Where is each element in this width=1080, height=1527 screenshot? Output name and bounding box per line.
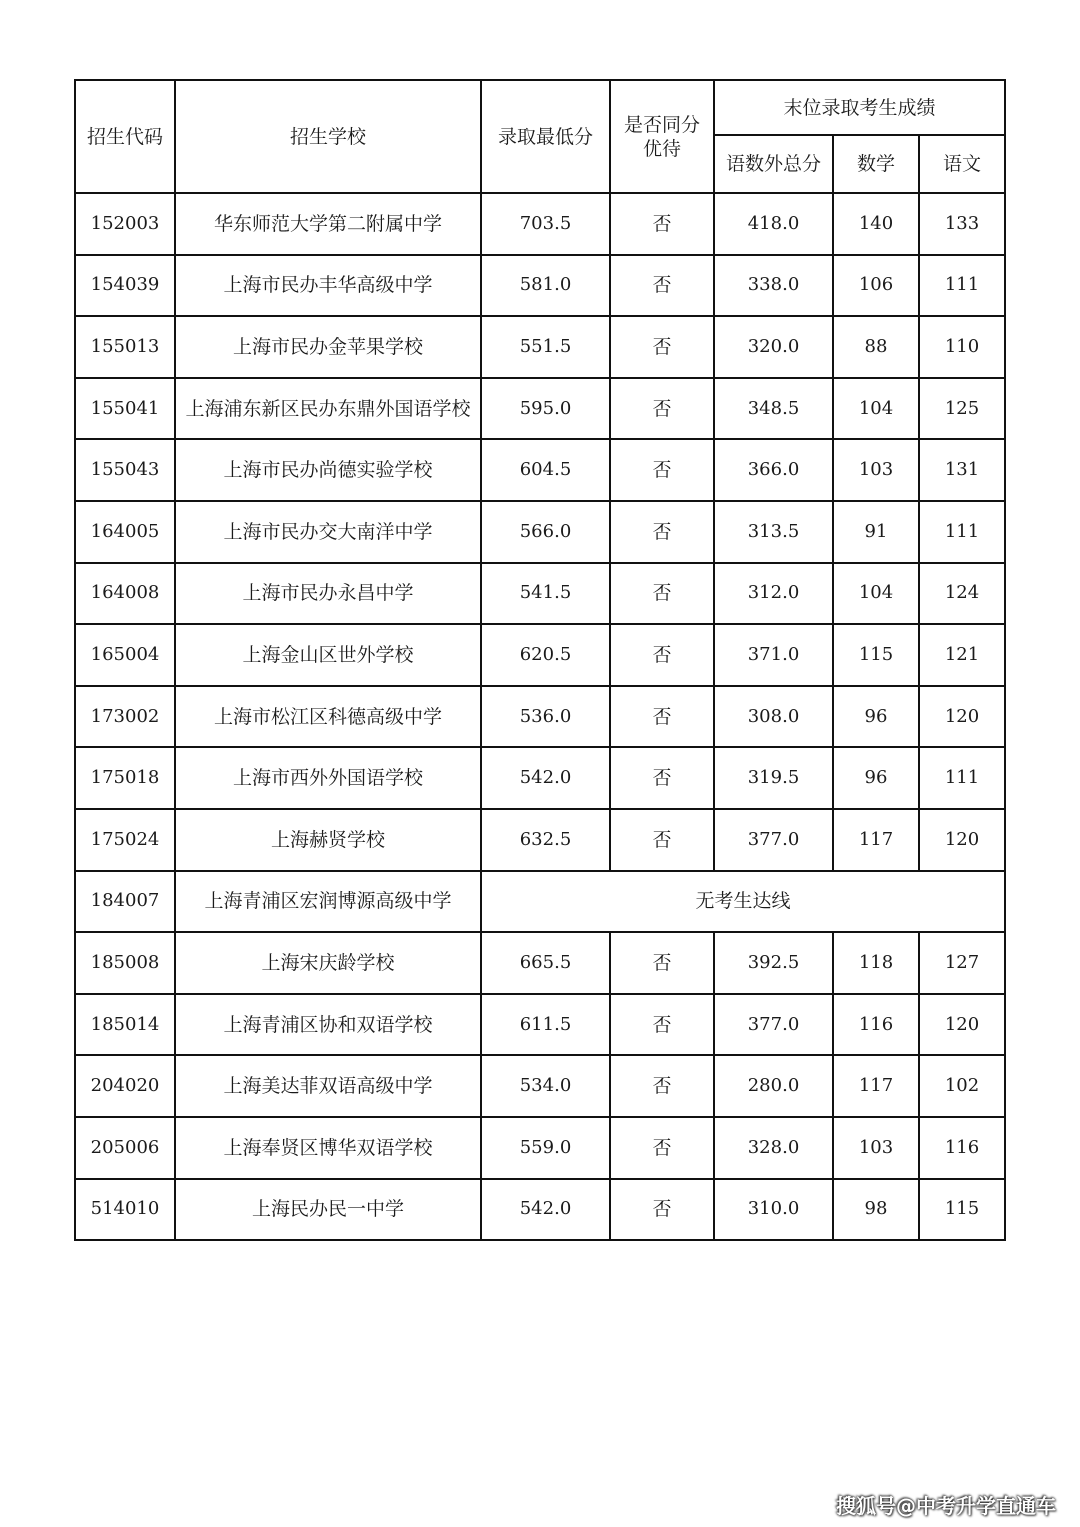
cell-min-score: 620.5 [481,624,610,686]
cell-chinese: 116 [919,1117,1005,1179]
table-row [75,932,1005,994]
cell-school: 上海市西外外国语学校 [175,747,481,809]
cell-code: 175024 [75,809,175,871]
table-body [75,193,1005,1240]
table-row [75,563,1005,625]
cell-math: 117 [833,1055,919,1117]
cell-code: 173002 [75,686,175,748]
header-math: 数学 [833,135,919,193]
cell-code: 155041 [75,378,175,440]
table-row [75,747,1005,809]
cell-school: 上海金山区世外学校 [175,624,481,686]
cell-school: 上海民办民一中学 [175,1179,481,1241]
cell-math: 96 [833,686,919,748]
cell-school: 上海赫贤学校 [175,809,481,871]
cell-school: 上海浦东新区民办东鼎外国语学校 [175,378,481,440]
cell-code: 154039 [75,255,175,317]
cell-code: 155043 [75,439,175,501]
watermark: 搜狐号@中考升学直通车 [836,1494,1056,1518]
cell-code: 204020 [75,1055,175,1117]
cell-min-score: 632.5 [481,809,610,871]
cell-school: 上海市民办尚德实验学校 [175,439,481,501]
table-row [75,193,1005,255]
cell-priority: 否 [610,316,714,378]
cell-total: 392.5 [714,932,833,994]
cell-chinese: 102 [919,1055,1005,1117]
cell-total: 280.0 [714,1055,833,1117]
cell-chinese: 120 [919,809,1005,871]
cell-code: 185008 [75,932,175,994]
cell-min-score: 611.5 [481,994,610,1056]
cell-school: 华东师范大学第二附属中学 [175,193,481,255]
table-row [75,809,1005,871]
cell-code: 185014 [75,994,175,1056]
cell-chinese: 111 [919,255,1005,317]
cell-priority: 否 [610,563,714,625]
cell-math: 104 [833,378,919,440]
table-row [75,1117,1005,1179]
cell-school: 上海奉贤区博华双语学校 [175,1117,481,1179]
cell-priority: 否 [610,932,714,994]
table-row [75,316,1005,378]
cell-priority: 否 [610,501,714,563]
cell-min-score: 604.5 [481,439,610,501]
cell-code: 164008 [75,563,175,625]
cell-total: 328.0 [714,1117,833,1179]
table-row [75,439,1005,501]
cell-code: 514010 [75,1179,175,1241]
cell-total: 312.0 [714,563,833,625]
cell-total: 366.0 [714,439,833,501]
header-code: 招生代码 [75,80,175,193]
table-row [75,1179,1005,1241]
cell-school: 上海市民办交大南洋中学 [175,501,481,563]
cell-min-score: 665.5 [481,932,610,994]
header-last-admitted-group: 末位录取考生成绩 [714,80,1005,135]
table-row [75,378,1005,440]
cell-min-score: 542.0 [481,1179,610,1241]
cell-priority: 否 [610,1117,714,1179]
cell-chinese: 131 [919,439,1005,501]
cell-math: 118 [833,932,919,994]
cell-code: 205006 [75,1117,175,1179]
cell-chinese: 111 [919,501,1005,563]
cell-school: 上海市民办金苹果学校 [175,316,481,378]
cell-code: 165004 [75,624,175,686]
cell-priority: 否 [610,378,714,440]
cell-code: 175018 [75,747,175,809]
cell-math: 103 [833,1117,919,1179]
cell-math: 104 [833,563,919,625]
cell-priority: 否 [610,809,714,871]
table-row [75,994,1005,1056]
cell-priority: 否 [610,1179,714,1241]
cell-total: 320.0 [714,316,833,378]
cell-priority: 否 [610,255,714,317]
cell-school: 上海青浦区宏润博源高级中学 [175,871,481,933]
cell-total: 308.0 [714,686,833,748]
table-row [75,624,1005,686]
table-row [75,501,1005,563]
cell-priority: 否 [610,994,714,1056]
cell-min-score: 703.5 [481,193,610,255]
cell-school: 上海市民办丰华高级中学 [175,255,481,317]
cell-priority: 否 [610,624,714,686]
cell-code: 155013 [75,316,175,378]
cell-math: 115 [833,624,919,686]
cell-chinese: 120 [919,686,1005,748]
cell-total: 310.0 [714,1179,833,1241]
cell-math: 117 [833,809,919,871]
cell-min-score: 595.0 [481,378,610,440]
cell-math: 88 [833,316,919,378]
cell-min-score: 581.0 [481,255,610,317]
cell-priority: 否 [610,1055,714,1117]
table-row [75,686,1005,748]
cell-chinese: 133 [919,193,1005,255]
cell-school: 上海美达菲双语高级中学 [175,1055,481,1117]
cell-math: 96 [833,747,919,809]
cell-math: 106 [833,255,919,317]
cell-no-candidates: 无考生达线 [481,871,1005,933]
cell-total: 377.0 [714,809,833,871]
cell-math: 103 [833,439,919,501]
header-priority: 是否同分优待 [610,80,714,193]
cell-total: 377.0 [714,994,833,1056]
cell-code: 152003 [75,193,175,255]
cell-total: 319.5 [714,747,833,809]
cell-total: 348.5 [714,378,833,440]
cell-total: 313.5 [714,501,833,563]
cell-math: 116 [833,994,919,1056]
header-chinese: 语文 [919,135,1005,193]
cell-math: 91 [833,501,919,563]
cell-chinese: 124 [919,563,1005,625]
cell-total: 338.0 [714,255,833,317]
cell-priority: 否 [610,686,714,748]
cell-priority: 否 [610,193,714,255]
cell-school: 上海市民办永昌中学 [175,563,481,625]
header-school: 招生学校 [175,80,481,193]
cell-min-score: 541.5 [481,563,610,625]
cell-min-score: 559.0 [481,1117,610,1179]
cell-math: 140 [833,193,919,255]
cell-chinese: 120 [919,994,1005,1056]
cell-total: 418.0 [714,193,833,255]
cell-chinese: 127 [919,932,1005,994]
cell-min-score: 536.0 [481,686,610,748]
cell-school: 上海宋庆龄学校 [175,932,481,994]
cell-school: 上海市松江区科德高级中学 [175,686,481,748]
cell-min-score: 534.0 [481,1055,610,1117]
cell-chinese: 110 [919,316,1005,378]
table-row [75,1055,1005,1117]
cell-priority: 否 [610,747,714,809]
table-row [75,255,1005,317]
cell-min-score: 566.0 [481,501,610,563]
admission-score-table [74,79,1006,1241]
cell-math: 98 [833,1179,919,1241]
header-min-score: 录取最低分 [481,80,610,193]
cell-code: 164005 [75,501,175,563]
cell-chinese: 121 [919,624,1005,686]
cell-chinese: 115 [919,1179,1005,1241]
cell-priority: 否 [610,439,714,501]
cell-chinese: 125 [919,378,1005,440]
cell-min-score: 542.0 [481,747,610,809]
cell-min-score: 551.5 [481,316,610,378]
cell-total: 371.0 [714,624,833,686]
cell-school: 上海青浦区协和双语学校 [175,994,481,1056]
cell-chinese: 111 [919,747,1005,809]
header-total: 语数外总分 [714,135,833,193]
cell-code: 184007 [75,871,175,933]
table-row [75,871,1005,933]
